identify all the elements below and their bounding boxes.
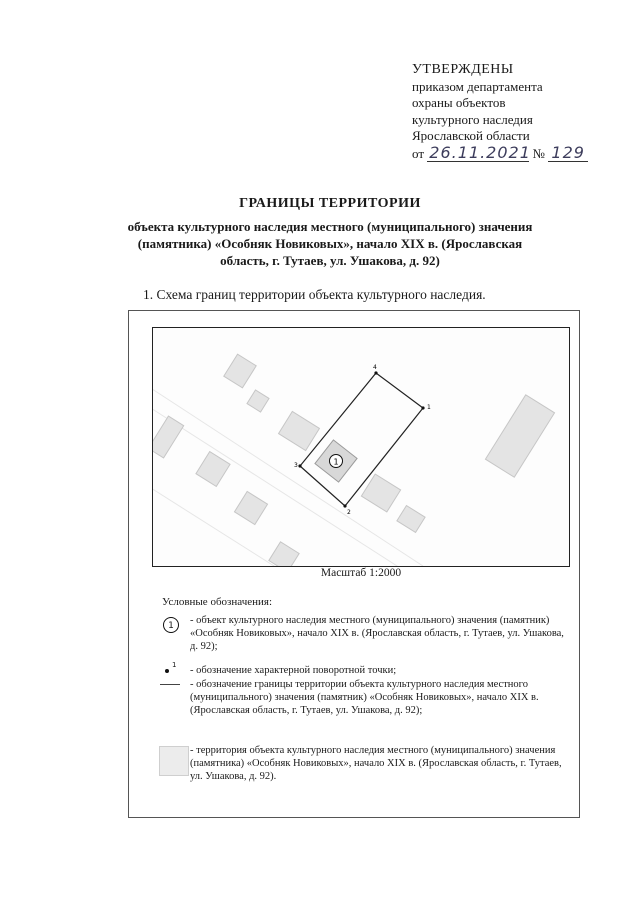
heading-line-1: объекта культурного наследия местного (муниципального) значения [127, 219, 533, 234]
handwritten-number: 129 [548, 145, 588, 163]
approval-title: УТВЕРЖДЕНЫ [412, 62, 514, 77]
legend-text-territory: - территория объекта культурного наследия местного (муниципального) значения (памятника) «Особняк Новиковых», начало XIX в. (Ярославская область, г. Тутаев, ул. Ушакова, д. 92). [190, 745, 562, 782]
boundary-map [152, 327, 570, 567]
point-label: 2 [347, 509, 351, 516]
date-prefix: от [412, 145, 425, 161]
object-circle-icon: 1 [160, 614, 182, 636]
heading-line-3: область, г. Тутаев, ул. Ушакова, д. 92) [220, 253, 440, 268]
object-marker-label: 1 [333, 457, 339, 467]
legend-text-boundary: - обозначение границы территории объекта культурного наследия местного (муниципального) значения (памятник) «Особняк Новиковых», начало XIX в. (Ярославская область, г. Тутаев, ул. Ушакова, д. 92); [190, 679, 539, 716]
legend-text-point: - обозначение характерной поворотной точки; [190, 665, 397, 676]
approval-line-2: охраны объектов [412, 95, 506, 110]
turning-point-icon: 1 [160, 662, 180, 676]
handwritten-date: 26.11.2021 [429, 142, 531, 162]
turning-point-dot [343, 504, 346, 507]
point-label: 1 [427, 404, 431, 411]
turning-point-dot [421, 406, 424, 409]
territory-square-icon [159, 746, 189, 776]
street-band-lower [153, 483, 293, 566]
section-label: 1. Схема границ территории объекта культурного наследия. [143, 287, 486, 302]
boundary-line-icon [160, 684, 180, 685]
legend-item-boundary [160, 684, 180, 685]
building [279, 411, 320, 450]
building [196, 452, 230, 487]
scale-label: Масштаб 1:2000 [320, 567, 402, 579]
approval-block [412, 62, 612, 162]
building [153, 416, 184, 458]
document-heading [100, 196, 560, 269]
legend-title: Условные обозначения: [162, 596, 273, 608]
legend-item-point [160, 662, 180, 676]
building [397, 506, 425, 533]
number-label: № [532, 145, 545, 161]
approval-line-3: культурного наследия [412, 111, 533, 127]
legend-item-territory [159, 746, 189, 776]
approval-line-1: приказом департамента [412, 78, 543, 94]
territory-boundary [300, 373, 423, 506]
building [224, 354, 256, 388]
turning-point-dot [298, 464, 301, 467]
heading-line-2: (памятника) «Особняк Новиковых», начало XIX в. (Ярославская [137, 236, 523, 251]
point-label: 3 [294, 462, 298, 469]
building [485, 395, 554, 477]
building [234, 491, 267, 524]
heading-title: ГРАНИЦЫ ТЕРРИТОРИИ [239, 196, 421, 211]
point-label: 4 [373, 364, 377, 371]
legend-item-object [160, 614, 182, 636]
building [269, 542, 299, 566]
legend-text-object: - объект культурного наследия местного (муниципального) значения (памятник) «Особняк Новиковых», начало XIX в. (Ярославская область, г. Тутаев, ул. Ушакова, д. 92); [190, 615, 564, 652]
approval-date-line [412, 142, 612, 163]
building [361, 474, 400, 512]
street-band-upper [153, 383, 423, 566]
approval-line-4: Ярославской области [412, 128, 530, 143]
building [247, 390, 269, 412]
turning-point-dot [374, 371, 377, 374]
map-canvas [153, 328, 569, 566]
